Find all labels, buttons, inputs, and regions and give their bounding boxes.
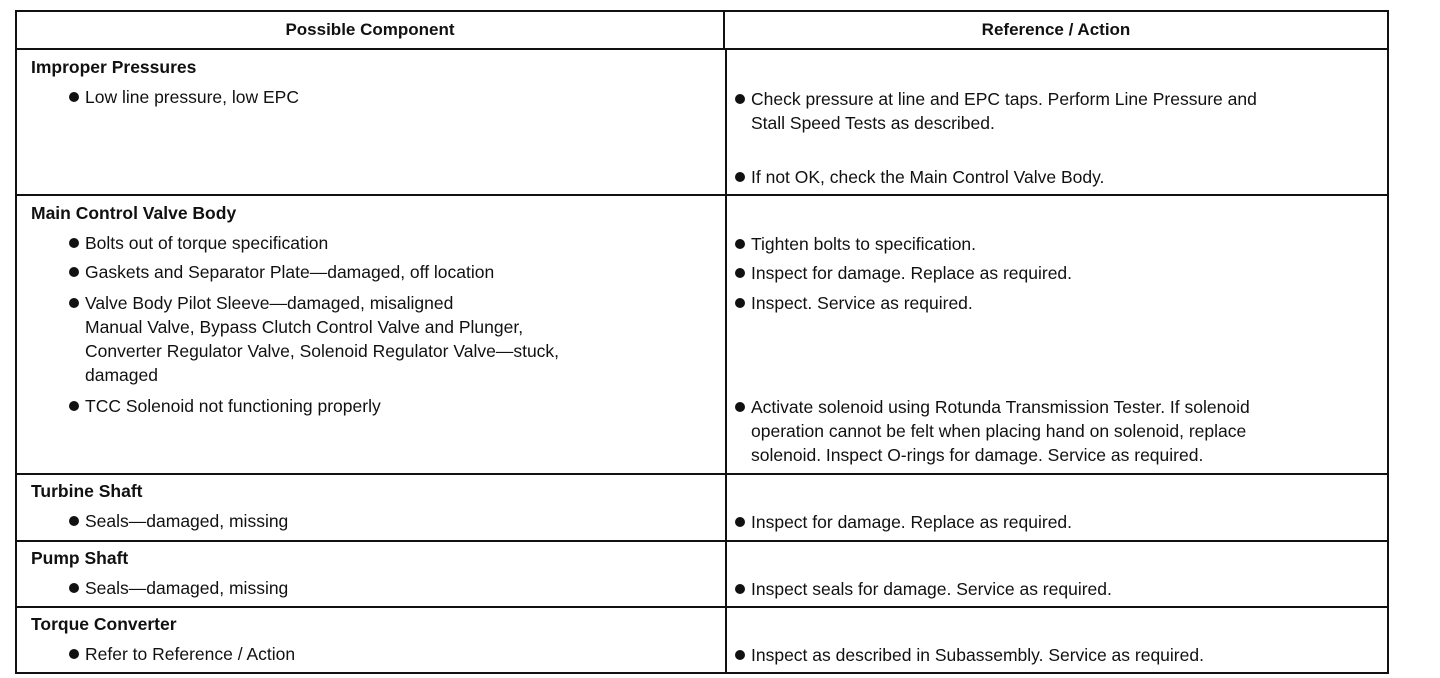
header-possible-component: Possible Component xyxy=(17,12,725,48)
action-item: Inspect seals for damage. Service as required. xyxy=(735,577,1112,601)
component-item: Valve Body Pilot Sleeve—damaged, misaligned Manual Valve, Bypass Clutch Control Valve and Plunger, Converter Regulator Valve, Solenoid Regulator Valve—stuck, damaged xyxy=(69,291,559,387)
diagnosis-table xyxy=(15,10,1389,674)
component-item: Seals—damaged, missing xyxy=(69,509,288,533)
bullet-icon xyxy=(69,238,79,248)
action-item: Tighten bolts to specification. xyxy=(735,232,976,256)
component-item: Bolts out of torque specification xyxy=(69,231,328,255)
section-turbine-shaft xyxy=(17,475,1387,542)
section-torque-converter xyxy=(17,608,1387,672)
table-header xyxy=(17,12,1387,50)
component-item: Refer to Reference / Action xyxy=(69,642,295,666)
bullet-icon xyxy=(735,517,745,527)
bullet-icon xyxy=(69,92,79,102)
section-improper-pressures xyxy=(17,50,1387,196)
bullet-icon xyxy=(735,402,745,412)
bullet-icon xyxy=(69,401,79,411)
bullet-icon xyxy=(69,649,79,659)
section-title: Torque Converter xyxy=(31,614,177,634)
bullet-icon xyxy=(69,298,79,308)
bullet-icon xyxy=(735,94,745,104)
section-title: Pump Shaft xyxy=(31,548,129,568)
action-item: Activate solenoid using Rotunda Transmission Tester. If solenoid operation cannot be felt when placing hand on solenoid, replace solenoid. Inspect O-rings for damage. Service as required. xyxy=(735,395,1250,467)
bullet-icon xyxy=(735,584,745,594)
action-item: Check pressure at line and EPC taps. Perform Line Pressure and Stall Speed Tests as described. xyxy=(735,87,1257,135)
component-item: Gaskets and Separator Plate—damaged, off location xyxy=(69,260,494,284)
bullet-icon xyxy=(69,267,79,277)
bullet-icon xyxy=(69,583,79,593)
component-item: TCC Solenoid not functioning properly xyxy=(69,394,381,418)
section-title: Main Control Valve Body xyxy=(31,203,237,223)
bullet-icon xyxy=(69,516,79,526)
section-title: Turbine Shaft xyxy=(31,481,143,501)
action-item: Inspect for damage. Replace as required. xyxy=(735,261,1072,285)
bullet-icon xyxy=(735,298,745,308)
bullet-icon xyxy=(735,172,745,182)
bullet-icon xyxy=(735,268,745,278)
action-item: Inspect as described in Subassembly. Service as required. xyxy=(735,643,1204,667)
section-main-control-valve-body xyxy=(17,196,1387,475)
bullet-icon xyxy=(735,650,745,660)
header-reference-action: Reference / Action xyxy=(981,20,1131,39)
section-pump-shaft xyxy=(17,542,1387,608)
component-item: Low line pressure, low EPC xyxy=(69,85,299,109)
section-title: Improper Pressures xyxy=(31,57,197,77)
action-item: If not OK, check the Main Control Valve Body. xyxy=(735,165,1104,189)
action-item: Inspect for damage. Replace as required. xyxy=(735,510,1072,534)
component-item: Seals—damaged, missing xyxy=(69,576,288,600)
bullet-icon xyxy=(735,239,745,249)
action-item: Inspect. Service as required. xyxy=(735,291,973,315)
